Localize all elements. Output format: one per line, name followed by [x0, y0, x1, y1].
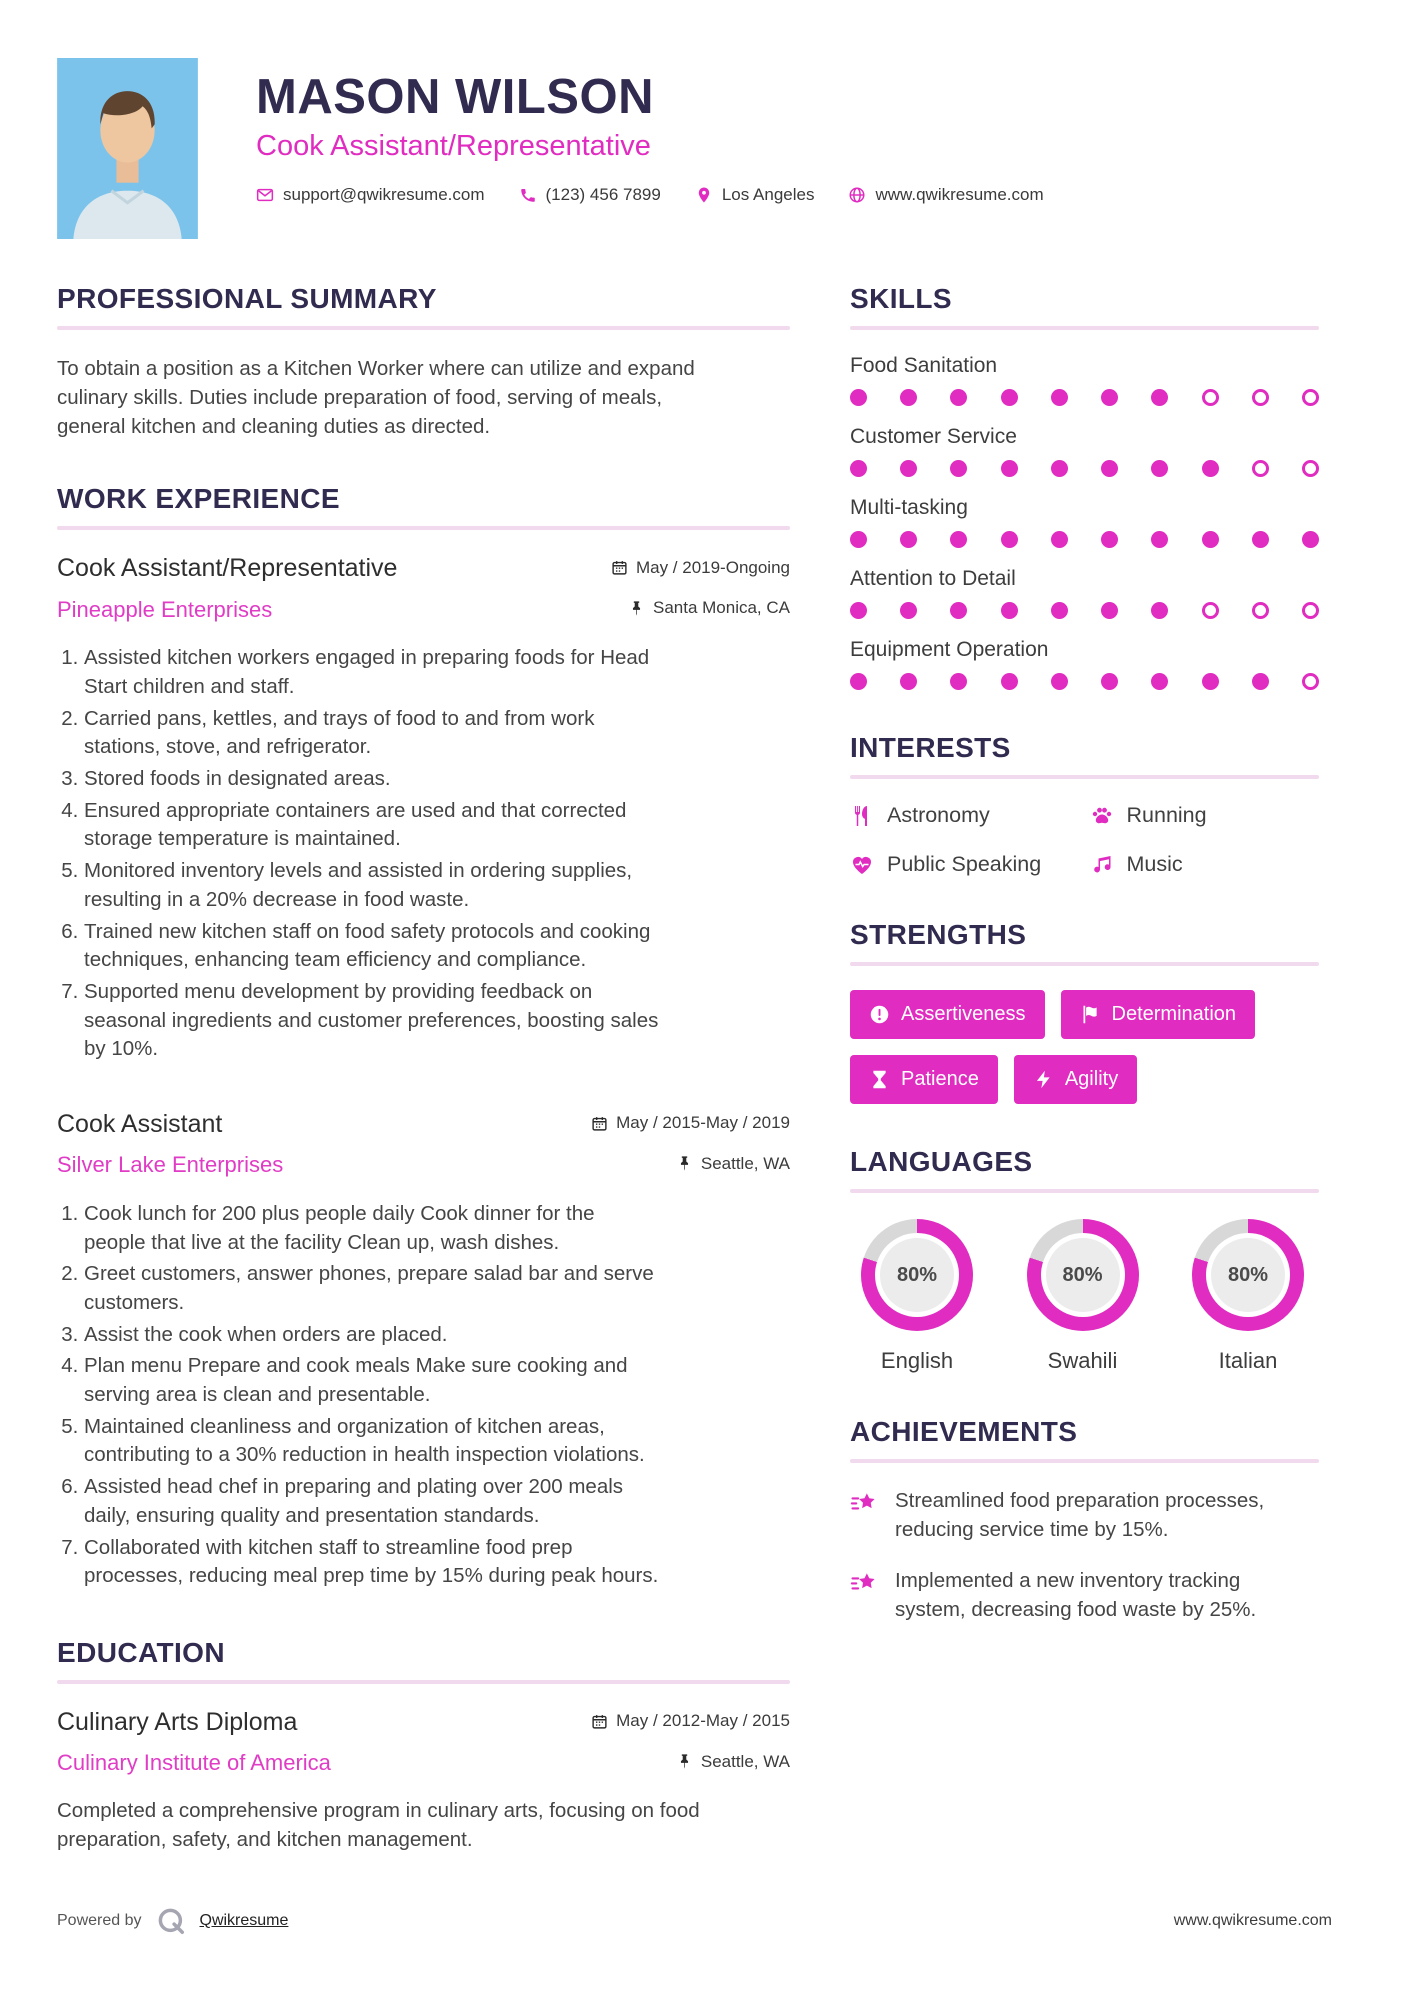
skill-dot-filled — [1202, 531, 1219, 548]
contact-phone-text: (123) 456 7899 — [545, 185, 661, 205]
skill-row — [850, 567, 1319, 619]
skill-row — [850, 638, 1319, 690]
job-location — [676, 1154, 790, 1184]
skill-dot-empty — [1302, 602, 1319, 619]
skill-dot-filled — [950, 673, 967, 690]
section-divider — [850, 1459, 1319, 1463]
job-bullet: 6. Assisted head chef in preparing and plating over 200 meals daily, ensuring quality and presentation standards. — [84, 1473, 659, 1530]
donut-hole — [875, 1233, 959, 1317]
contact-location — [695, 185, 815, 205]
skill-dot-filled — [1001, 531, 1018, 548]
interest-item — [850, 852, 1080, 877]
education-subheader — [57, 1741, 790, 1782]
section-divider — [57, 526, 790, 530]
job-header — [57, 554, 790, 588]
interests-grid — [850, 803, 1319, 877]
skill-dot-filled — [1051, 531, 1068, 548]
calendar-icon — [591, 1713, 608, 1730]
achievement-item — [850, 1487, 1319, 1544]
candidate-title: Cook Assistant/Representative — [256, 130, 651, 163]
interests-heading: INTERESTS — [850, 732, 1011, 763]
skill-dot-filled — [1001, 673, 1018, 690]
section-divider — [850, 962, 1319, 966]
pushpin-icon — [628, 600, 645, 617]
skill-dot-filled — [1051, 602, 1068, 619]
job-bullet: 2. Greet customers, answer phones, prepare salad bar and serve customers. — [84, 1260, 659, 1317]
job-bullet: 3. Stored foods in designated areas. — [84, 765, 659, 794]
job-bullet: 4. Ensured appropriate containers are used and that corrected storage temperature is maintained. — [84, 797, 659, 854]
skill-dot-filled — [900, 673, 917, 690]
language-donut-chart — [1027, 1219, 1139, 1331]
strength-label: Agility — [1064, 1068, 1119, 1090]
skill-dot-filled — [1101, 602, 1118, 619]
skill-dot-filled — [900, 389, 917, 406]
skill-dot-empty — [1302, 460, 1319, 477]
strength-label: Patience — [901, 1068, 979, 1090]
job-bullet: 5. Monitored inventory levels and assisted in ordering supplies, resulting in a 20% decrease in food waste. — [84, 857, 659, 914]
skill-dot-empty — [1252, 389, 1269, 406]
interest-item — [1090, 852, 1320, 877]
languages-heading: LANGUAGES — [850, 1146, 1033, 1177]
strengths-list — [850, 990, 1319, 1104]
shooting-star-icon — [850, 1569, 880, 1599]
skill-dot-filled — [850, 673, 867, 690]
hourglass-icon — [869, 1069, 890, 1090]
section-strengths — [850, 919, 1319, 1104]
qwikresume-logo-icon — [156, 1906, 186, 1936]
skill-dot-empty — [1302, 389, 1319, 406]
job-company: Pineapple Enterprises — [57, 596, 273, 622]
pushpin-icon — [676, 1753, 693, 1770]
skill-name: Food Sanitation — [850, 354, 998, 377]
donut-hole — [1041, 1233, 1125, 1317]
music-note-icon — [1090, 853, 1114, 877]
skill-dot-filled — [1202, 460, 1219, 477]
language-name: English — [880, 1348, 954, 1373]
donut-hole — [1206, 1233, 1290, 1317]
interest-label: Public Speaking — [887, 852, 1042, 876]
heart-pulse-icon — [850, 853, 874, 877]
skill-dot-filled — [1151, 389, 1168, 406]
job-bullet: 2. Carried pans, kettles, and trays of food to and from work stations, stove, and refrigerator. — [84, 705, 659, 762]
skill-dot-empty — [1252, 602, 1269, 619]
education-degree: Culinary Arts Diploma — [57, 1707, 298, 1736]
skill-dot-filled — [1051, 673, 1068, 690]
interest-item — [1090, 803, 1320, 828]
skill-row — [850, 425, 1319, 477]
skill-dot-rating — [850, 531, 1319, 548]
skill-dot-filled — [1202, 673, 1219, 690]
interest-item — [850, 803, 1080, 828]
job-location — [628, 598, 790, 628]
lightning-icon — [1033, 1069, 1054, 1090]
contact-phone — [519, 185, 661, 205]
language-item — [1018, 1219, 1148, 1374]
powered-by-group — [57, 1906, 288, 1936]
skill-dot-rating — [850, 389, 1319, 406]
page-footer — [57, 1906, 1332, 1936]
skill-dot-filled — [1151, 460, 1168, 477]
skill-row — [850, 496, 1319, 548]
profile-photo-illustration — [57, 58, 198, 239]
strength-label: Assertiveness — [901, 1003, 1026, 1025]
skill-row — [850, 354, 1319, 406]
section-divider — [57, 326, 790, 330]
language-name: Swahili — [1047, 1348, 1118, 1373]
job-dates-text: May / 2015-May / 2019 — [616, 1113, 790, 1133]
section-divider — [850, 326, 1319, 330]
job-header — [57, 1110, 790, 1144]
skill-dot-rating — [850, 460, 1319, 477]
job-bullet-list — [57, 1200, 790, 1591]
section-interests — [850, 732, 1319, 877]
job-subheader — [57, 1143, 790, 1184]
skill-dot-filled — [900, 460, 917, 477]
skill-dot-filled — [950, 531, 967, 548]
job-bullet: 3. Assist the cook when orders are placed. — [84, 1321, 659, 1350]
paw-icon — [1090, 804, 1114, 828]
section-divider — [850, 1189, 1319, 1193]
strength-pill — [1014, 1055, 1137, 1104]
job-bullet: 5. Maintained cleanliness and organization of kitchen areas, contributing to a 30% reduction in health inspection violations. — [84, 1413, 659, 1470]
section-divider — [57, 1680, 790, 1684]
contact-website-text: www.qwikresume.com — [875, 185, 1044, 205]
summary-heading: PROFESSIONAL SUMMARY — [57, 283, 437, 314]
skill-dot-filled — [950, 389, 967, 406]
calendar-icon — [611, 559, 628, 576]
section-work-experience — [57, 483, 790, 1591]
education-heading: EDUCATION — [57, 1636, 225, 1668]
skill-dot-filled — [1001, 602, 1018, 619]
education-description: Completed a comprehensive program in culinary arts, focusing on food preparation, safety, and kitchen management. — [57, 1798, 700, 1851]
language-percent: 80% — [880, 1238, 954, 1312]
section-skills — [850, 283, 1319, 690]
interest-label: Music — [1126, 852, 1183, 876]
achievement-text: Streamlined food preparation processes, reducing service time by 15%. — [895, 1489, 1265, 1541]
powered-by-label: Powered by — [57, 1912, 142, 1929]
strength-pill — [850, 990, 1045, 1039]
skill-dot-empty — [1202, 602, 1219, 619]
contact-email[interactable] — [256, 185, 485, 205]
skill-dot-filled — [1101, 673, 1118, 690]
section-professional-summary — [57, 283, 790, 441]
achievements-heading: ACHIEVEMENTS — [850, 1416, 1078, 1447]
job-title: Cook Assistant — [57, 1109, 223, 1138]
skill-dot-rating — [850, 602, 1319, 619]
job-bullet: 4. Plan menu Prepare and cook meals Make sure cooking and serving area is clean and presentable. — [84, 1352, 659, 1409]
job-location-text: Santa Monica, CA — [652, 598, 790, 618]
skill-name: Equipment Operation — [850, 638, 1049, 661]
skill-dot-filled — [1252, 673, 1269, 690]
job-company: Silver Lake Enterprises — [57, 1152, 284, 1178]
language-donut-chart — [1192, 1219, 1304, 1331]
language-item — [1183, 1219, 1313, 1374]
experience-heading: WORK EXPERIENCE — [57, 483, 340, 515]
skill-dot-filled — [1151, 602, 1168, 619]
skill-dot-filled — [950, 460, 967, 477]
footer-website: www.qwikresume.com — [1173, 1912, 1332, 1929]
education-header — [57, 1708, 790, 1742]
section-education — [57, 1637, 790, 1854]
skill-dot-filled — [850, 389, 867, 406]
qwikresume-link[interactable]: Qwikresume — [199, 1912, 289, 1929]
language-percent: 80% — [1046, 1238, 1120, 1312]
education-entry — [57, 1708, 790, 1854]
education-location — [676, 1752, 790, 1782]
utensils-icon — [850, 804, 874, 828]
job-location-text: Seattle, WA — [700, 1153, 790, 1173]
skill-dot-filled — [1051, 460, 1068, 477]
language-item — [852, 1219, 982, 1374]
interest-label: Astronomy — [887, 803, 990, 827]
phone-icon — [519, 186, 537, 204]
contact-email-text: support@qwikresume.com — [283, 185, 485, 205]
job-bullet-list — [57, 644, 790, 1064]
achievements-list — [850, 1487, 1319, 1625]
skill-name: Customer Service — [850, 425, 1017, 448]
language-donut-chart — [861, 1219, 973, 1331]
skills-list — [850, 354, 1319, 690]
skill-dot-filled — [950, 602, 967, 619]
job-bullet: 6. Trained new kitchen staff on food safety protocols and cooking techniques, enhancing team efficiency and compliance. — [84, 918, 659, 975]
location-pin-icon — [695, 186, 713, 204]
calendar-icon — [591, 1115, 608, 1132]
job-bullet: 1. Assisted kitchen workers engaged in preparing foods for Head Start children and staff. — [84, 644, 659, 701]
strength-pill — [850, 1055, 998, 1104]
left-column — [57, 283, 790, 1900]
contact-row — [256, 185, 1066, 205]
job-dates — [611, 558, 790, 588]
section-languages — [850, 1146, 1319, 1374]
job-dates — [591, 1113, 790, 1143]
achievement-item — [850, 1567, 1319, 1624]
skill-dot-filled — [1101, 531, 1118, 548]
skill-dot-filled — [1151, 531, 1168, 548]
section-achievements — [850, 1416, 1319, 1625]
strength-pill — [1061, 990, 1256, 1039]
skill-dot-filled — [1051, 389, 1068, 406]
skill-dot-empty — [1252, 460, 1269, 477]
education-dates — [591, 1711, 790, 1741]
section-divider — [850, 775, 1319, 779]
skill-dot-empty — [1202, 389, 1219, 406]
education-dates-text: May / 2012-May / 2015 — [616, 1711, 790, 1731]
languages-row — [850, 1217, 1319, 1374]
identity-block — [256, 58, 1066, 239]
skill-dot-filled — [850, 460, 867, 477]
job-dates-text: May / 2019-Ongoing — [635, 557, 790, 577]
skill-name: Attention to Detail — [850, 567, 1016, 590]
pushpin-icon — [676, 1155, 693, 1172]
skill-dot-filled — [900, 531, 917, 548]
skill-dot-filled — [1001, 460, 1018, 477]
job-subheader — [57, 588, 790, 629]
job-title: Cook Assistant/Representative — [57, 554, 398, 583]
skill-dot-empty — [1302, 673, 1319, 690]
skill-dot-filled — [1101, 460, 1118, 477]
strengths-heading: STRENGTHS — [850, 919, 1027, 950]
skill-name: Multi-tasking — [850, 496, 968, 519]
language-name: Italian — [1218, 1348, 1278, 1373]
skill-dot-filled — [1001, 389, 1018, 406]
summary-text: To obtain a position as a Kitchen Worker where can utilize and expand culinary skills. Duties include preparation of food, serving of meals, general kitchen and cleaning duties as directed. — [57, 357, 695, 439]
resume-header — [0, 0, 1407, 239]
education-location-text: Seattle, WA — [700, 1751, 790, 1771]
skill-dot-filled — [1302, 531, 1319, 548]
contact-location-text: Los Angeles — [721, 185, 815, 205]
resume-body — [0, 239, 1407, 1900]
job-bullet: 7. Collaborated with kitchen staff to streamline food prep processes, reducing meal prep time by 15% during peak hours. — [84, 1534, 659, 1591]
strength-label: Determination — [1111, 1003, 1237, 1025]
interest-label: Running — [1126, 803, 1207, 827]
profile-photo — [57, 58, 198, 239]
right-column — [850, 283, 1319, 1900]
job-bullet: 7. Supported menu development by providing feedback on seasonal ingredients and customer preferences, boosting sales by 10%. — [84, 978, 659, 1064]
job-entry — [57, 554, 790, 1064]
envelope-icon — [256, 186, 274, 204]
flag-icon — [1080, 1004, 1101, 1025]
skill-dot-filled — [1252, 531, 1269, 548]
skills-heading: SKILLS — [850, 283, 952, 314]
contact-website[interactable] — [848, 185, 1043, 205]
job-entry — [57, 1110, 790, 1591]
globe-icon — [848, 186, 866, 204]
candidate-name: MASON WILSON — [256, 70, 654, 124]
skill-dot-rating — [850, 673, 1319, 690]
skill-dot-filled — [850, 602, 867, 619]
skill-dot-filled — [1151, 673, 1168, 690]
achievement-text: Implemented a new inventory tracking system, decreasing food waste by 25%. — [895, 1569, 1257, 1622]
skill-dot-filled — [900, 602, 917, 619]
skill-dot-filled — [850, 531, 867, 548]
job-bullet: 1. Cook lunch for 200 plus people daily Cook dinner for the people that live at the facility Clean up, wash dishes. — [84, 1200, 659, 1257]
skill-dot-filled — [1101, 389, 1118, 406]
education-school: Culinary Institute of America — [57, 1750, 331, 1776]
exclamation-circle-icon — [869, 1004, 890, 1025]
language-percent: 80% — [1211, 1238, 1285, 1312]
shooting-star-icon — [850, 1489, 880, 1519]
